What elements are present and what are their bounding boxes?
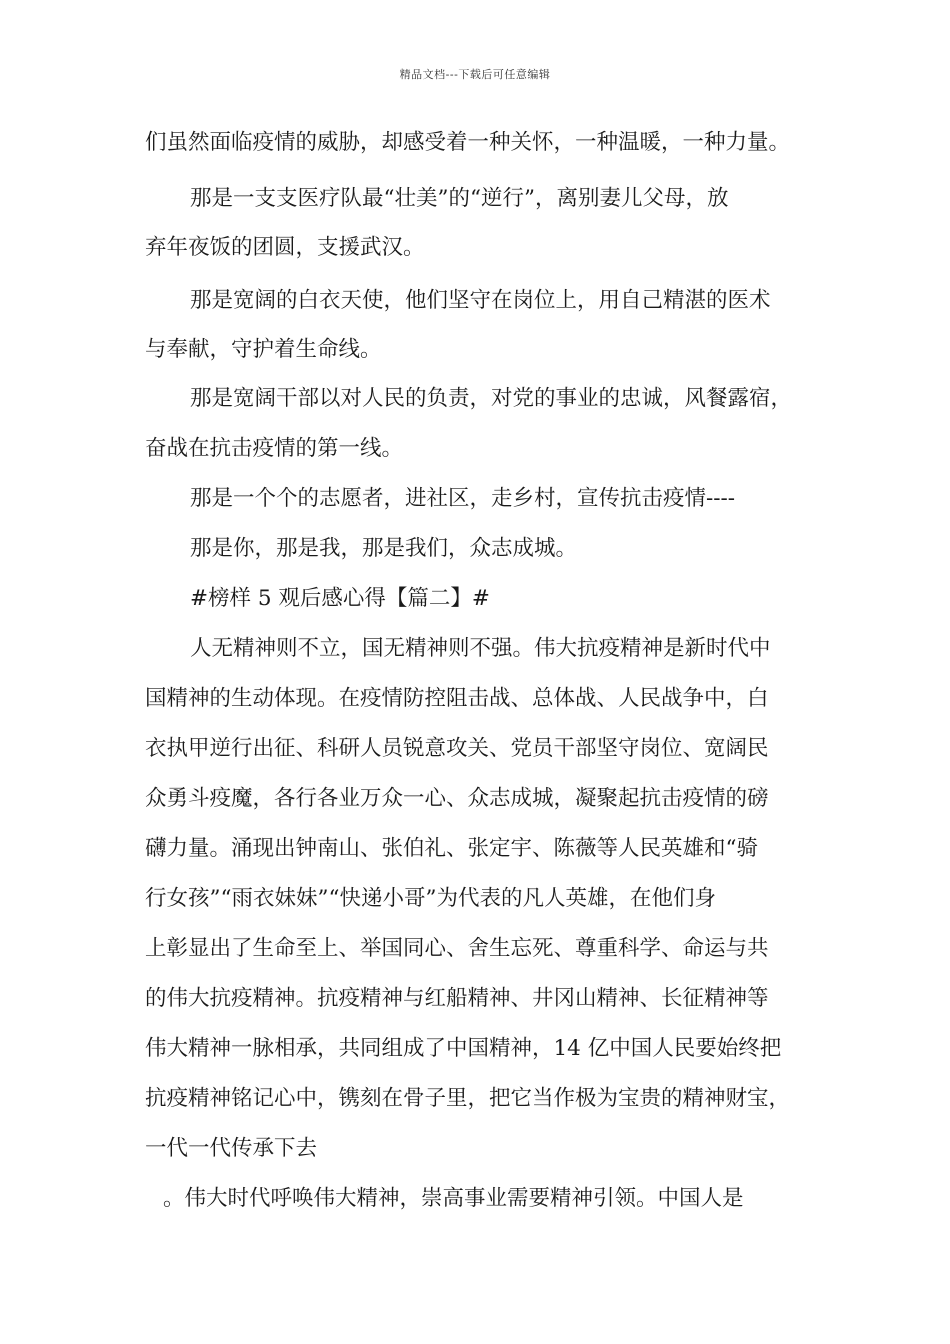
text-line: 奋战在抗击疫情的第一线。 — [145, 436, 404, 461]
text-line: 那是宽阔的白衣天使，他们坚守在岗位上，用自己精湛的医术 — [190, 288, 771, 313]
text-line: 上彰显出了生命至上、举国同心、舍生忘死、尊重科学、命运与共 — [145, 936, 769, 961]
text-line: 那是你，那是我，那是我们，众志成城。 — [190, 536, 578, 561]
text-line: 国精神的生动体现。在疫情防控阻击战、总体战、人民战争中，白 — [145, 686, 769, 711]
text-line: 人无精神则不立，国无精神则不强。伟大抗疫精神是新时代中 — [190, 636, 771, 661]
text-line: 那是宽阔干部以对人民的负责，对党的事业的忠诚，风餐露宿， — [190, 386, 793, 411]
text-line: 衣执甲逆行出征、科研人员锐意攻关、党员干部坚守岗位、宽阔民 — [145, 736, 769, 761]
text-line: 。伟大时代呼唤伟大精神，崇高事业需要精神引领。中国人是 — [163, 1186, 744, 1211]
text-line: 与奉献，守护着生命线。 — [145, 337, 382, 362]
text-line: 众勇斗疫魔，各行各业万众一心、众志成城，凝聚起抗击疫情的磅 — [145, 786, 769, 811]
text-line: 的伟大抗疫精神。抗疫精神与红船精神、井冈山精神、长征精神等 — [145, 986, 769, 1011]
text-line: 伟大精神一脉相承，共同组成了中国精神，14 亿中国人民要始终把 — [145, 1036, 782, 1061]
text-line: 礴力量。涌现出钟南山、张伯礼、张定宇、陈薇等人民英雄和“骑 — [145, 836, 758, 861]
text-line: 抗疫精神铭记心中，镌刻在骨子里，把它当作极为宝贵的精神财宝， — [145, 1086, 791, 1111]
text-line: 一代一代传承下去 — [145, 1136, 318, 1161]
text-line: 弃年夜饭的团圆，支援武汉。 — [145, 235, 425, 260]
section-heading: #榜样 5 观后感心得【篇二】# — [190, 586, 490, 611]
page-header: 精品文档---下载后可任意编辑 — [399, 68, 551, 81]
text-line: 们虽然面临疫情的威胁，却感受着一种关怀，一种温暖，一种力量。 — [145, 130, 791, 155]
text-line: 那是一支支医疗队最“壮美”的“逆行”，离别妻儿父母，放 — [190, 186, 729, 211]
text-line: 那是一个个的志愿者，进社区，走乡村，宣传抗击疫情---- — [190, 486, 736, 511]
text-line: 行女孩”“雨衣妹妹”“快递小哥”为代表的凡人英雄，在他们身 — [145, 886, 716, 911]
